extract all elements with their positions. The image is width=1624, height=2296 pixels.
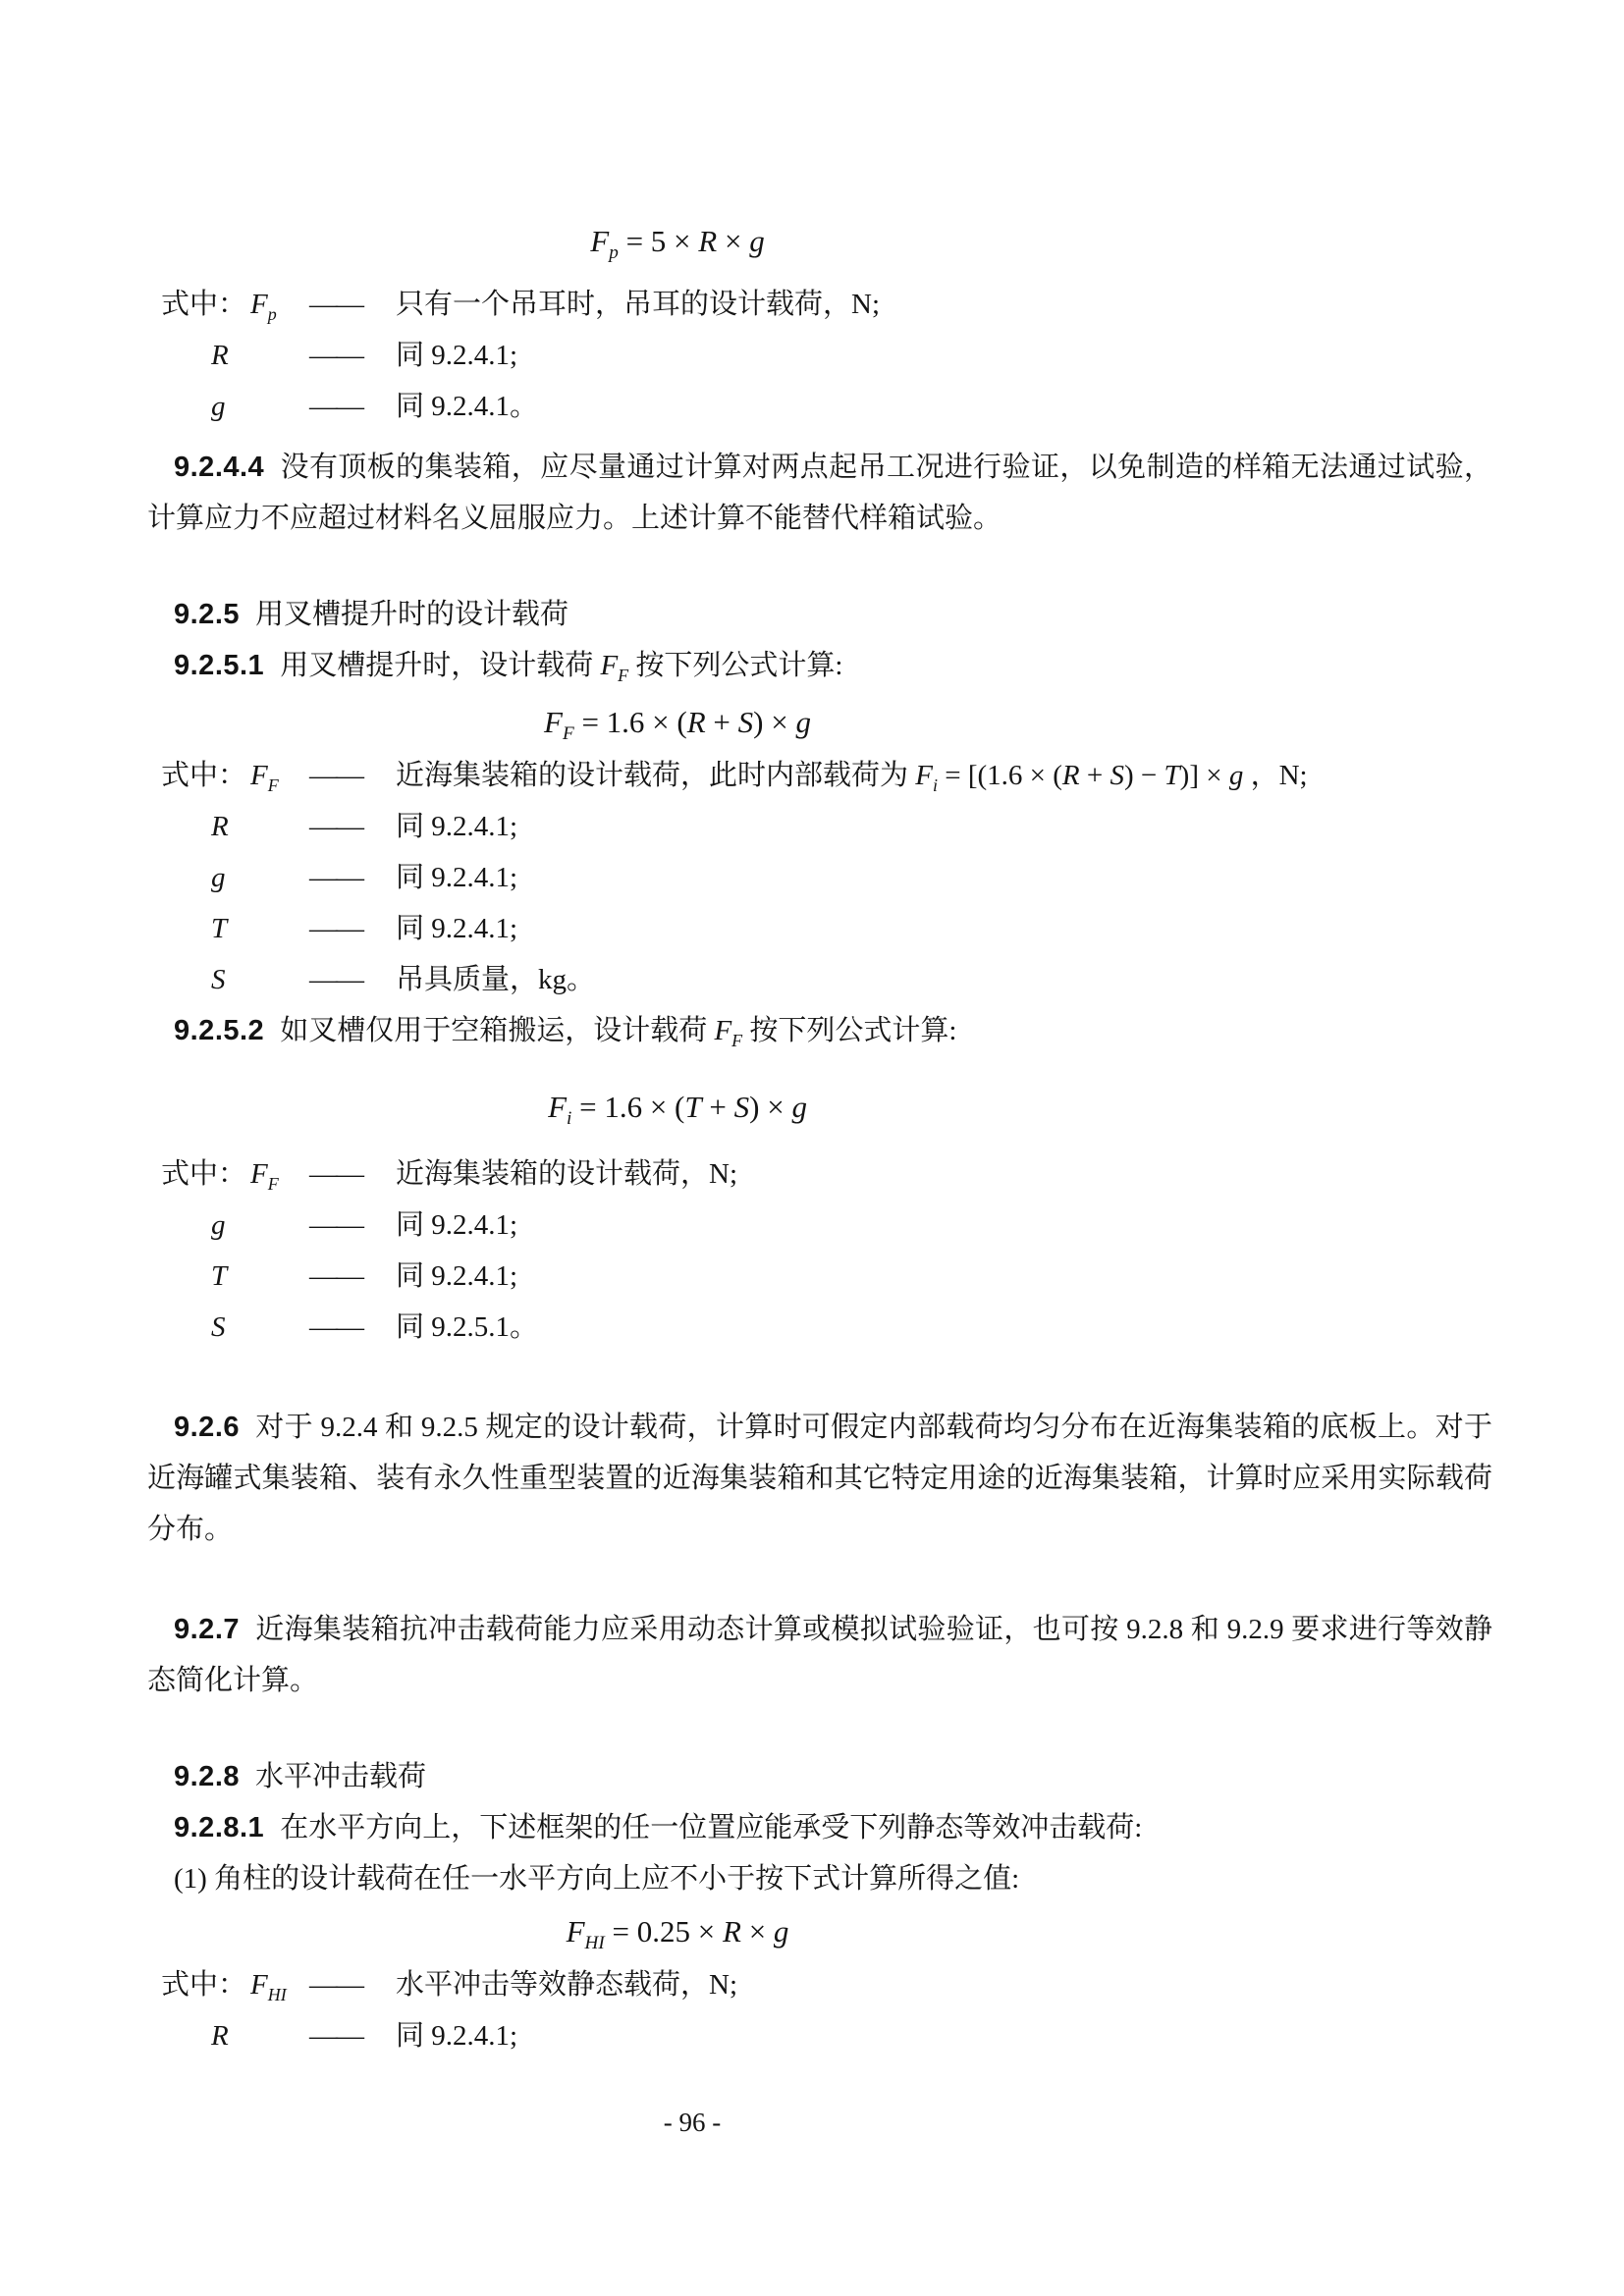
def-dash: —— bbox=[309, 289, 362, 320]
def-desc: 只有一个吊耳时，吊耳的设计载荷，N; bbox=[396, 289, 881, 320]
section-paragraph-9281 bbox=[147, 1802, 1492, 1853]
def-symbol: R bbox=[211, 340, 229, 371]
def-symbol: T bbox=[211, 1260, 228, 1292]
def-dash: —— bbox=[309, 1260, 362, 1292]
section-number: 9.2.5 bbox=[174, 599, 240, 630]
def-symbol: S bbox=[211, 964, 226, 995]
def-dash: —— bbox=[309, 340, 362, 371]
def-prefix: 式中： bbox=[161, 1158, 247, 1190]
def-line bbox=[147, 2010, 1492, 2061]
def-symbol: R bbox=[211, 2020, 229, 2052]
def-symbol: $F_p$ bbox=[250, 289, 277, 324]
section-text: 水平冲击载荷 bbox=[255, 1761, 427, 1792]
def-list-3 bbox=[147, 1148, 1492, 1353]
def-desc: 近海集装箱的设计载荷，N; bbox=[396, 1158, 738, 1190]
def-line bbox=[147, 954, 1492, 1005]
def-desc: 同 9.2.4.1。 bbox=[396, 391, 539, 422]
def-symbol: g bbox=[211, 391, 226, 422]
section-number: 9.2.4.4 bbox=[174, 452, 265, 483]
section-number: 9.2.6 bbox=[174, 1412, 240, 1443]
def-symbol: S bbox=[211, 1311, 226, 1343]
def-desc: 水平冲击等效静态载荷，N; bbox=[396, 1969, 738, 2001]
def-prefix: 式中： bbox=[161, 760, 247, 791]
def-desc: 同 9.2.4.1; bbox=[396, 1209, 518, 1241]
section-text: 用叉槽提升时，设计载荷 $F_F$ 按下列公式计算: bbox=[280, 650, 843, 685]
section-heading-928 bbox=[147, 1751, 1492, 1802]
section-text: 没有顶板的集装箱，应尽量通过计算对两点起吊工况进行验证，以免制造的样箱无法通过试验，计算应力不应超过材料名义屈服应力。上述计算不能替代样箱试验。 bbox=[147, 452, 1492, 534]
section-number: 9.2.8 bbox=[174, 1761, 240, 1792]
def-line bbox=[147, 1251, 1492, 1302]
def-dash: —— bbox=[309, 2020, 362, 2052]
section-number: 9.2.7 bbox=[174, 1614, 240, 1645]
def-line bbox=[147, 1302, 1492, 1353]
formula-fp-display: $F_p = 5 \times R \times g$ bbox=[590, 224, 765, 264]
def-symbol: $F_F$ bbox=[250, 1158, 279, 1194]
def-line bbox=[147, 903, 1492, 954]
def-symbol: $F_F$ bbox=[250, 760, 279, 795]
def-list-1 bbox=[147, 279, 1492, 432]
def-desc: 同 9.2.4.1; bbox=[396, 913, 518, 944]
def-dash: —— bbox=[309, 913, 362, 944]
def-line bbox=[147, 1200, 1492, 1251]
section-text: 近海集装箱抗冲击载荷能力应采用动态计算或模拟试验验证，也可按 9.2.8 和 9.2.9 要求进行等效静态简化计算。 bbox=[147, 1614, 1492, 1696]
formula-ff-display: $F_F = 1.6 \times (R + S) \times g$ bbox=[544, 705, 811, 745]
def-line bbox=[147, 852, 1492, 903]
def-symbol: $F_{HI}$ bbox=[250, 1969, 287, 2004]
section-paragraph-926 bbox=[147, 1402, 1492, 1555]
def-dash: —— bbox=[309, 1969, 362, 2001]
section-paragraph-9251 bbox=[147, 640, 1492, 691]
def-desc: 同 9.2.4.1; bbox=[396, 862, 518, 893]
section-paragraph-9244 bbox=[147, 442, 1492, 544]
def-dash: —— bbox=[309, 1209, 362, 1241]
def-desc: 吊具质量，kg。 bbox=[396, 964, 596, 995]
def-line bbox=[147, 279, 1492, 330]
def-symbol: T bbox=[211, 913, 228, 944]
def-line bbox=[147, 750, 1492, 801]
def-desc: 同 9.2.4.1; bbox=[396, 1260, 518, 1292]
formula-fi-display: $F_i = 1.6 \times (T + S) \times g$ bbox=[548, 1090, 807, 1130]
def-dash: —— bbox=[309, 391, 362, 422]
def-symbol: g bbox=[211, 1209, 226, 1241]
section-paragraph-9252 bbox=[147, 1005, 1492, 1056]
def-dash: —— bbox=[309, 1311, 362, 1343]
formula-fhi-display: $F_{HI} = 0.25 \times R \times g$ bbox=[566, 1914, 789, 1954]
def-symbol: g bbox=[211, 862, 226, 893]
def-dash: —— bbox=[309, 811, 362, 842]
def-dash: —— bbox=[309, 760, 362, 791]
def-dash: —— bbox=[309, 964, 362, 995]
item-text: (1) 角柱的设计载荷在任一水平方向上应不小于按下式计算所得之值: bbox=[174, 1863, 1020, 1895]
def-line bbox=[147, 1148, 1492, 1200]
section-text: 用叉槽提升时的设计载荷 bbox=[255, 599, 569, 630]
section-paragraph-927 bbox=[147, 1604, 1492, 1706]
def-prefix: 式中： bbox=[161, 289, 247, 320]
def-desc: 近海集装箱的设计载荷，此时内部载荷为 $F_i = [(1.6 \times (R + S) - T)] \times g$ ，N; bbox=[396, 760, 1308, 795]
def-desc: 同 9.2.4.1; bbox=[396, 340, 518, 371]
def-prefix: 式中： bbox=[161, 1969, 247, 2001]
def-dash: —— bbox=[309, 1158, 362, 1190]
section-text: 对于 9.2.4 和 9.2.5 规定的设计载荷，计算时可假定内部载荷均匀分布在近海集装箱的底板上。对于近海罐式集装箱、装有永久性重型装置的近海集装箱和其它特定用途的近海集装箱，计算时应采用实际载荷分布。 bbox=[147, 1412, 1492, 1545]
def-line bbox=[147, 1959, 1492, 2010]
section-number: 9.2.8.1 bbox=[174, 1812, 265, 1843]
def-desc: 同 9.2.5.1。 bbox=[396, 1311, 539, 1343]
def-dash: —— bbox=[309, 862, 362, 893]
def-list-4 bbox=[147, 1959, 1492, 2061]
def-list-2 bbox=[147, 750, 1492, 1005]
def-symbol: R bbox=[211, 811, 229, 842]
section-number: 9.2.5.2 bbox=[174, 1015, 265, 1046]
def-line bbox=[147, 381, 1492, 432]
page-number: - 96 - bbox=[663, 2108, 722, 2137]
def-desc: 同 9.2.4.1; bbox=[396, 811, 518, 842]
def-line bbox=[147, 330, 1492, 381]
section-text: 在水平方向上，下述框架的任一位置应能承受下列静态等效冲击载荷: bbox=[280, 1812, 1143, 1843]
section-text: 如叉槽仅用于空箱搬运，设计载荷 $F_F$ 按下列公式计算: bbox=[280, 1015, 957, 1050]
section-heading-925 bbox=[147, 589, 1492, 640]
def-line bbox=[147, 801, 1492, 852]
def-desc: 同 9.2.4.1; bbox=[396, 2020, 518, 2052]
list-item-1 bbox=[147, 1853, 1492, 1904]
section-number: 9.2.5.1 bbox=[174, 650, 265, 681]
